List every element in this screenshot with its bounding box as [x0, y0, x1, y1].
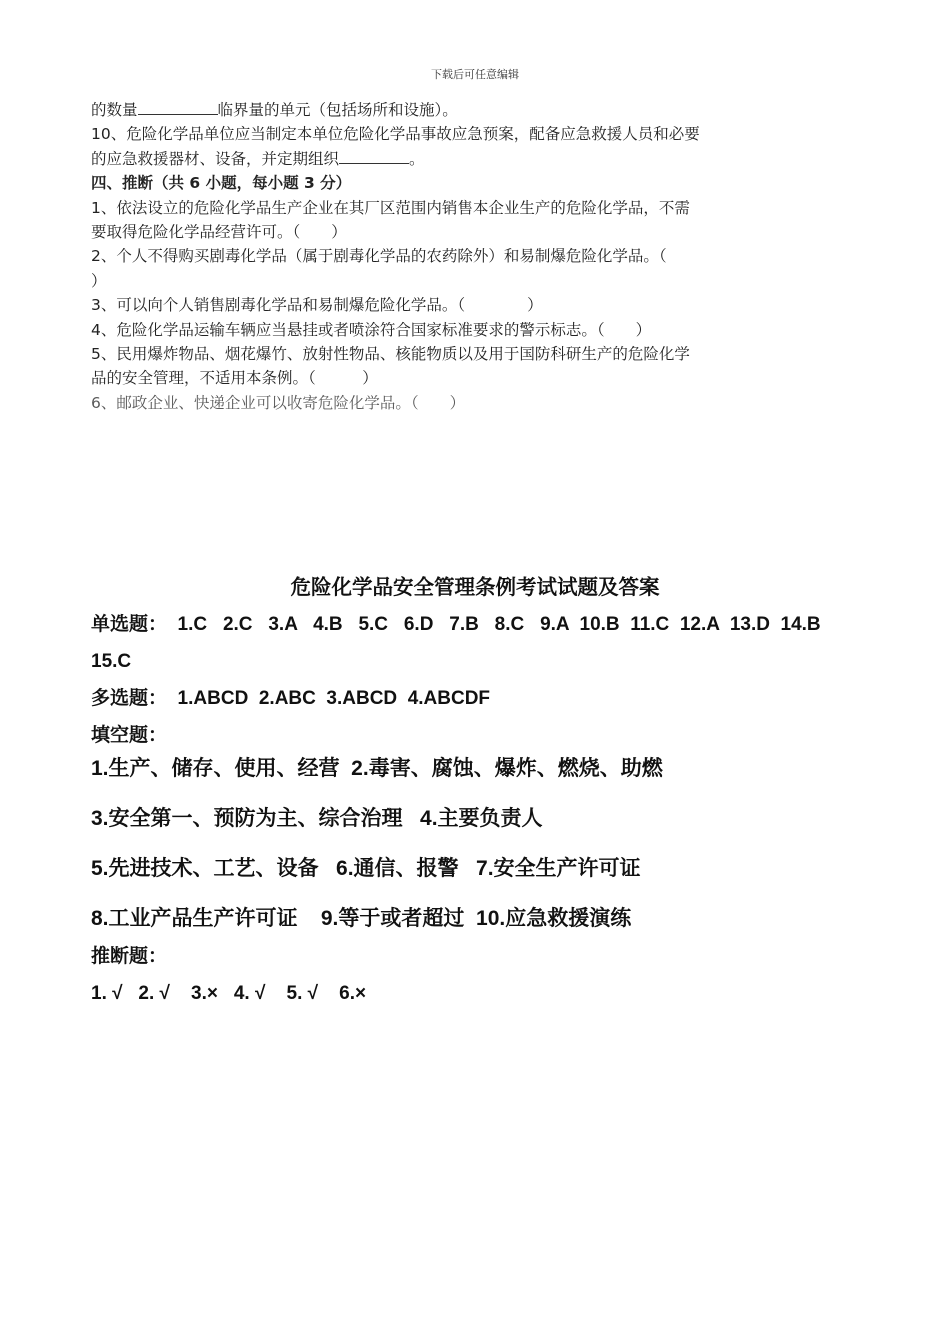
- judge-question-1-line2: 要取得危险化学品经营许可。（ ）: [91, 223, 347, 242]
- answer-blank: [339, 162, 409, 164]
- text-fragment: 。: [409, 149, 425, 168]
- judge-question-6: 6、邮政企业、快递企业可以收寄危险化学品。（ ）: [91, 393, 466, 412]
- fill-blank-answers-4: 8.工业产品生产许可证 9.等于或者超过 10.应急救援演练: [91, 907, 632, 930]
- fill-blank-label: 填空题：: [91, 725, 168, 746]
- judge-question-5-line2: 品的安全管理，不适用本条例。（ ）: [91, 369, 378, 388]
- fill-question-9-tail: [91, 98, 851, 122]
- judge-label: 推断题：: [91, 946, 168, 967]
- single-choice-answers-line2: 15.C: [91, 651, 132, 672]
- multi-choice-answers: 多选题： 1.ABCD 2.ABC 3.ABCD 4.ABCDF: [91, 688, 491, 709]
- fill-question-10-line2: [91, 147, 851, 171]
- answers-title: 危险化学品安全管理条例考试试题及答案: [290, 576, 660, 599]
- text-fragment: 临界量的单元（包括场所和设施）。: [217, 101, 458, 119]
- judge-answers: 1. √ 2. √ 3.× 4. √ 5. √ 6.×: [91, 983, 367, 1004]
- single-choice-answers-line1: 单选题： 1.C 2.C 3.A 4.B 5.C 6.D 7.B 8.C 9.A 10.B 11.C 12.A 13.D 14.B: [91, 614, 821, 635]
- answers-section: [91, 606, 861, 1012]
- fill-blank-answers-1: 1.生产、储存、使用、经营 2.毒害、腐蚀、爆炸、燃烧、助燃: [91, 757, 663, 780]
- judge-question-5-line1: 5、民用爆炸物品、烟花爆竹、放射性物品、核能物质以及用于国防科研生产的危险化学: [91, 345, 690, 364]
- judge-question-1-line1: 1、依法设立的危险化学品生产企业在其厂区范围内销售本企业生产的危险化学品，不需: [91, 198, 690, 217]
- text-fragment: 的数量: [91, 101, 138, 119]
- section-4-title: 四、推断（共 6 小题，每小题 3 分）: [91, 174, 352, 193]
- page-header: 下载后可任意编辑: [431, 68, 519, 81]
- fill-blank-answers-3: 5.先进技术、工艺、设备 6.通信、报警 7.安全生产许可证: [91, 857, 641, 880]
- fill-blank-answers-2: 3.安全第一、预防为主、综合治理 4.主要负责人: [91, 807, 543, 830]
- judge-question-3: 3、可以向个人销售剧毒化学品和易制爆危险化学品。（ ）: [91, 296, 543, 315]
- judge-question-2-line1: 2、个人不得购买剧毒化学品（属于剧毒化学品的农药除外）和易制爆危险化学品。（: [91, 247, 667, 266]
- judge-question-2-line2: ）: [91, 271, 107, 290]
- text-fragment: 的应急救援器材、设备，并定期组织: [91, 149, 340, 168]
- answer-blank: [138, 113, 218, 115]
- judge-question-4: 4、危险化学品运输车辆应当悬挂或者喷涂符合国家标准要求的警示标志。（ ）: [91, 320, 652, 339]
- questions-section: [91, 98, 851, 415]
- fill-question-10-line1: 10、危险化学品单位应当制定本单位危险化学品事故应急预案，配备应急救援人员和必要: [91, 125, 700, 144]
